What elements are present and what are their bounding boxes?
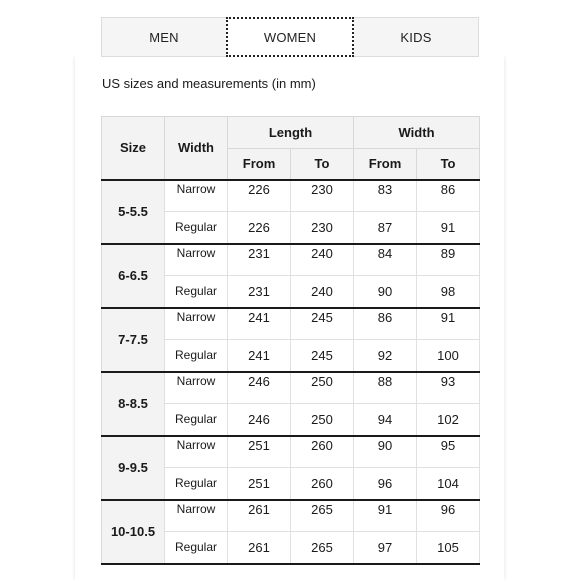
width-to-cell: 91 [417, 212, 480, 244]
header-length-from: From [228, 149, 291, 180]
header-width: Width [354, 117, 480, 149]
width-from-cell: 91 [354, 500, 417, 532]
width-to-cell: 104 [417, 468, 480, 500]
length-from-cell: 241 [228, 308, 291, 340]
width-type-cell: Regular [165, 276, 228, 308]
width-type-cell: Narrow [165, 244, 228, 276]
length-from-cell: 231 [228, 244, 291, 276]
length-to-cell: 230 [291, 180, 354, 212]
header-size: Size [102, 117, 165, 180]
width-from-cell: 96 [354, 468, 417, 500]
length-to-cell: 230 [291, 212, 354, 244]
length-from-cell: 251 [228, 436, 291, 468]
length-to-cell: 240 [291, 276, 354, 308]
length-to-cell: 240 [291, 244, 354, 276]
width-type-cell: Narrow [165, 436, 228, 468]
length-to-cell: 265 [291, 500, 354, 532]
width-from-cell: 90 [354, 436, 417, 468]
header-width-type: Width [165, 117, 228, 180]
width-from-cell: 94 [354, 404, 417, 436]
length-from-cell: 246 [228, 404, 291, 436]
length-to-cell: 265 [291, 532, 354, 564]
width-to-cell: 105 [417, 532, 480, 564]
width-to-cell: 93 [417, 372, 480, 404]
tab-women[interactable]: WOMEN [226, 17, 354, 57]
width-from-cell: 84 [354, 244, 417, 276]
width-type-cell: Regular [165, 532, 228, 564]
header-length-to: To [291, 149, 354, 180]
tab-men[interactable]: MEN [101, 17, 226, 57]
header-length: Length [228, 117, 354, 149]
width-to-cell: 89 [417, 244, 480, 276]
width-type-cell: Regular [165, 404, 228, 436]
width-type-cell: Narrow [165, 180, 228, 212]
length-to-cell: 260 [291, 468, 354, 500]
width-to-cell: 95 [417, 436, 480, 468]
width-type-cell: Regular [165, 212, 228, 244]
table-row [102, 436, 480, 468]
width-from-cell: 87 [354, 212, 417, 244]
width-type-cell: Narrow [165, 372, 228, 404]
length-from-cell: 231 [228, 276, 291, 308]
size-cell: 8-8.5 [102, 372, 165, 436]
length-to-cell: 260 [291, 436, 354, 468]
width-from-cell: 83 [354, 180, 417, 212]
width-type-cell: Narrow [165, 308, 228, 340]
gender-tabs [101, 17, 479, 57]
size-cell: 9-9.5 [102, 436, 165, 500]
width-from-cell: 86 [354, 308, 417, 340]
length-to-cell: 245 [291, 340, 354, 372]
header-width-to: To [417, 149, 480, 180]
width-to-cell: 91 [417, 308, 480, 340]
table-row [102, 500, 480, 532]
header-width-from: From [354, 149, 417, 180]
size-cell: 5-5.5 [102, 180, 165, 244]
width-to-cell: 86 [417, 180, 480, 212]
size-table [101, 116, 480, 565]
length-from-cell: 226 [228, 212, 291, 244]
length-to-cell: 250 [291, 404, 354, 436]
length-to-cell: 250 [291, 372, 354, 404]
length-from-cell: 261 [228, 500, 291, 532]
size-cell: 10-10.5 [102, 500, 165, 564]
width-to-cell: 96 [417, 500, 480, 532]
length-from-cell: 241 [228, 340, 291, 372]
size-cell: 6-6.5 [102, 244, 165, 308]
width-to-cell: 102 [417, 404, 480, 436]
table-subtitle: US sizes and measurements (in mm) [102, 76, 316, 91]
tab-kids[interactable]: KIDS [354, 17, 479, 57]
width-to-cell: 98 [417, 276, 480, 308]
table-row [102, 308, 480, 340]
length-from-cell: 251 [228, 468, 291, 500]
table-row [102, 180, 480, 212]
length-from-cell: 261 [228, 532, 291, 564]
size-table-body [102, 180, 480, 564]
width-from-cell: 97 [354, 532, 417, 564]
width-from-cell: 88 [354, 372, 417, 404]
size-cell: 7-7.5 [102, 308, 165, 372]
table-row [102, 372, 480, 404]
length-from-cell: 246 [228, 372, 291, 404]
width-to-cell: 100 [417, 340, 480, 372]
width-from-cell: 92 [354, 340, 417, 372]
width-type-cell: Regular [165, 468, 228, 500]
table-row [102, 244, 480, 276]
length-to-cell: 245 [291, 308, 354, 340]
width-from-cell: 90 [354, 276, 417, 308]
width-type-cell: Narrow [165, 500, 228, 532]
width-type-cell: Regular [165, 340, 228, 372]
length-from-cell: 226 [228, 180, 291, 212]
